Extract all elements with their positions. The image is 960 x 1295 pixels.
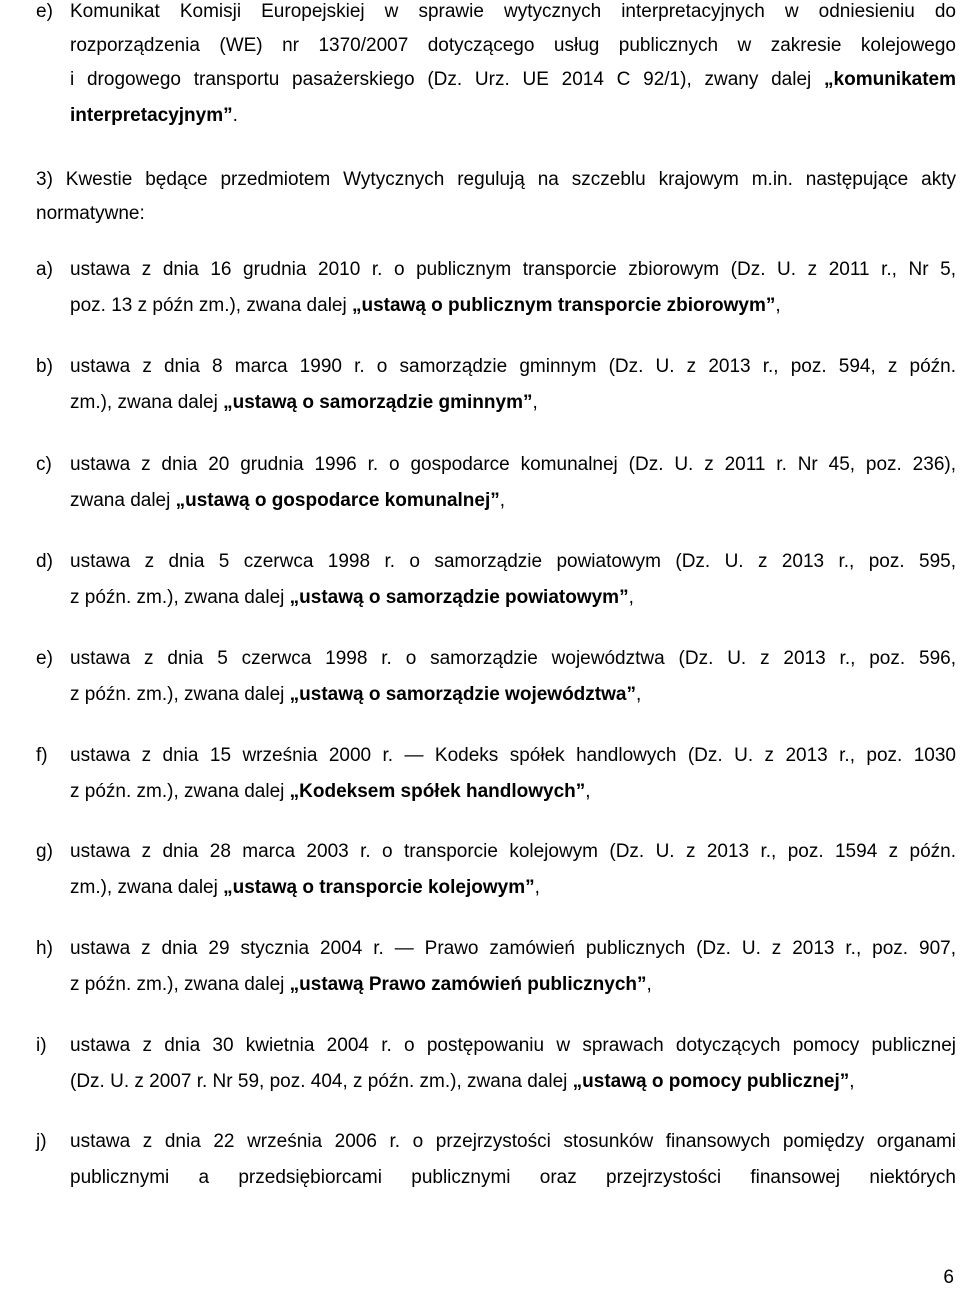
act-line-1: ustawa z dnia 30 kwietnia 2004 r. o postępowaniu w sprawach dotyczących pomocy publicznej bbox=[70, 1035, 956, 1056]
act-line-2-tail: , bbox=[646, 974, 652, 995]
act-line-2-tail: , bbox=[532, 392, 538, 413]
intro-label: e) bbox=[36, 1, 53, 22]
act-short-name: „Kodeksem spółek handlowych” bbox=[289, 781, 586, 802]
act-short-name: „ustawą o pomocy publicznej” bbox=[572, 1071, 850, 1092]
act-line-2-tail: , bbox=[628, 587, 634, 608]
act-line-2-text: z późn. zm.), zwana dalej bbox=[70, 974, 290, 995]
act-short-name: „ustawą o transporcie kolejowym” bbox=[223, 877, 535, 898]
act-label: f) bbox=[36, 745, 48, 766]
act-line-2 bbox=[70, 586, 634, 610]
act-label: h) bbox=[36, 938, 53, 959]
act-label: b) bbox=[36, 356, 53, 377]
act-line-1: ustawa z dnia 8 marca 1990 r. o samorządzie gminnym (Dz. U. z 2013 r., poz. 594, z późn. bbox=[70, 356, 956, 377]
act-line-1: ustawa z dnia 28 marca 2003 r. o transporcie kolejowym (Dz. U. z 2013 r., poz. 1594 z późn. bbox=[70, 841, 956, 862]
page-number: 6 bbox=[943, 1267, 954, 1288]
intro-line-2: rozporządzenia (WE) nr 1370/2007 dotyczącego usług publicznych w zakresie kolejowego bbox=[70, 35, 956, 56]
act-line-2-tail: , bbox=[585, 781, 591, 802]
act-line-2-tail: , bbox=[849, 1071, 855, 1092]
intro-line-4 bbox=[70, 104, 238, 128]
act-line-1: ustawa z dnia 22 września 2006 r. o przejrzystości stosunków finansowych pomiędzy organami bbox=[70, 1131, 956, 1152]
act-line-2 bbox=[70, 391, 538, 415]
act-line-2-tail: , bbox=[534, 877, 540, 898]
act-line-2-text: zwana dalej bbox=[70, 490, 176, 511]
act-label: g) bbox=[36, 841, 53, 862]
act-line-2 bbox=[70, 294, 781, 318]
act-line-2 bbox=[70, 489, 505, 513]
act-short-name: „ustawą o samorządzie województwa” bbox=[289, 684, 636, 705]
act-label: j) bbox=[36, 1131, 47, 1152]
act-short-name: „ustawą Prawo zamówień publicznych” bbox=[289, 974, 647, 995]
act-label: a) bbox=[36, 259, 53, 280]
act-label: e) bbox=[36, 648, 53, 669]
act-line-2-tail: , bbox=[775, 295, 781, 316]
act-line-2 bbox=[70, 683, 641, 707]
act-label: c) bbox=[36, 454, 52, 475]
intro-line-3-text: i drogowego transportu pasażerskiego (Dz. Urz. UE 2014 C 92/1), zwany dalej bbox=[70, 69, 825, 90]
act-line-2-text: poz. 13 z późn zm.), zwana dalej bbox=[70, 295, 352, 316]
intro-line-3 bbox=[70, 68, 956, 92]
act-line-1: ustawa z dnia 15 września 2000 r. — Kodeks spółek handlowych (Dz. U. z 2013 r., poz. 1030 bbox=[70, 745, 956, 766]
act-line-2-text: zm.), zwana dalej bbox=[70, 392, 224, 413]
act-short-name: „ustawą o samorządzie powiatowym” bbox=[289, 587, 629, 608]
act-line-2-text: z późn. zm.), zwana dalej bbox=[70, 587, 290, 608]
intro-line-1: Komunikat Komisji Europejskiej w sprawie wytycznych interpretacyjnych w odniesieniu do bbox=[70, 1, 956, 22]
act-line-2-text: z późn. zm.), zwana dalej bbox=[70, 684, 290, 705]
act-line-2-text: zm.), zwana dalej bbox=[70, 877, 224, 898]
act-line-1: ustawa z dnia 5 czerwca 1998 r. o samorządzie powiatowym (Dz. U. z 2013 r., poz. 595, bbox=[70, 551, 956, 572]
act-line-1: ustawa z dnia 5 czerwca 1998 r. o samorządzie województwa (Dz. U. z 2013 r., poz. 596, bbox=[70, 648, 956, 669]
act-short-name: „ustawą o publicznym transporcie zbiorowym” bbox=[351, 295, 776, 316]
act-line-1: ustawa z dnia 20 grudnia 1996 r. o gospodarce komunalnej (Dz. U. z 2011 r. Nr 45, poz. 236), bbox=[70, 454, 956, 475]
act-line-2 bbox=[70, 1166, 956, 1190]
intro-line-4-text: . bbox=[232, 105, 238, 126]
act-line-2 bbox=[70, 876, 540, 900]
act-line-2 bbox=[70, 780, 591, 804]
act-line-2-text: (Dz. U. z 2007 r. Nr 59, poz. 404, z późn. zm.), zwana dalej bbox=[70, 1071, 573, 1092]
intro-line-4-bold: interpretacyjnym” bbox=[70, 105, 233, 126]
act-line-2 bbox=[70, 973, 652, 997]
act-label: d) bbox=[36, 551, 53, 572]
act-label: i) bbox=[36, 1035, 47, 1056]
section3-line-2: normatywne: bbox=[36, 203, 145, 224]
act-line-2-tail: , bbox=[635, 684, 642, 705]
act-line-2-tail: , bbox=[499, 490, 506, 511]
act-line-1: ustawa z dnia 16 grudnia 2010 r. o publicznym transporcie zbiorowym (Dz. U. z 2011 r., Nr 5, bbox=[70, 259, 956, 280]
intro-line-3-bold: „komunikatem bbox=[824, 69, 956, 90]
act-line-2-text: publicznymi a przedsiębiorcami publicznymi oraz przejrzystości finansowej niektórych bbox=[70, 1167, 956, 1188]
act-short-name: „ustawą o samorządzie gminnym” bbox=[223, 392, 533, 413]
act-short-name: „ustawą o gospodarce komunalnej” bbox=[175, 490, 500, 511]
act-line-2-text: z późn. zm.), zwana dalej bbox=[70, 781, 290, 802]
section3-line-1: 3) Kwestie będące przedmiotem Wytycznych regulują na szczeblu krajowym m.in. następujące akty bbox=[36, 169, 956, 190]
act-line-2 bbox=[70, 1070, 855, 1094]
act-line-1: ustawa z dnia 29 stycznia 2004 r. — Prawo zamówień publicznych (Dz. U. z 2013 r., poz. 907, bbox=[70, 938, 956, 959]
